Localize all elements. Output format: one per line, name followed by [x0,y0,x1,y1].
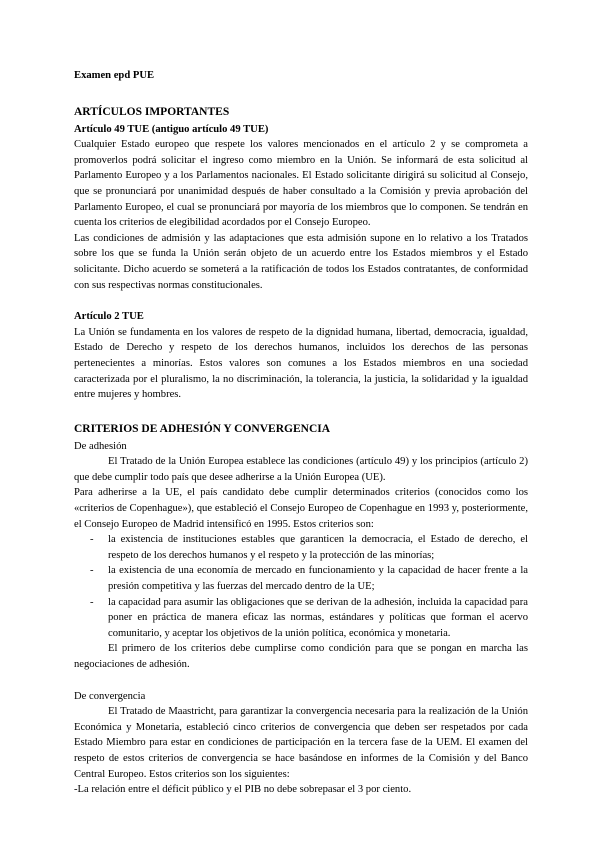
convergencia-paragraph-1: El Tratado de Maastricht, para garantizar la convergencia necesaria para la realización de la Unión Económica y Monetaria, estableció cinco criterios de convergencia que deben ser respetados por cada Estado Miembro para estar en condiciones de participación en la tercera fase de la UEM. El examen del respeto de estos criterios de convergencia se hace basándose en informes de la Comisión y del Banco Central Europeo. Estos criterios son los siguientes: [74,706,528,780]
article-2-paragraph: La Unión se fundamenta en los valores de respeto de la dignidad humana, libertad, democracia, igualdad, Estado de Derecho y respeto de los derechos humanos, incluidos los derechos de las personas pertenecientes a minorías. Estos valores son comunes a los Estados miembros en una sociedad caracterizada por el pluralismo, la no discriminación, la tolerancia, la justicia, la solidaridad y la igualdad entre mujeres y hombres. [74,326,528,401]
convergencia-paragraph-2: -La relación entre el déficit público y el PIB no debe sobrepasar el 3 por ciento. [74,784,412,796]
adhesion-paragraph-2: Para adherirse a la UE, el país candidato debe cumplir determinados criterios (conocidos como los «criterios de Copenhague»), que estableció el Consejo Europeo de Copenhague en 1993 y, posteriormente, el Consejo Europeo de Madrid intensificó en 1995. Estos criterios son: [74,487,528,530]
dash-bullet: - [90,596,94,608]
adhesion-paragraph-1: El Tratado de la Unión Europea establece las condiciones (artículo 49) y los principios (artículo 2) que debe cumplir todo país que desee adherirse a la Unión Europea (UE). [74,456,528,483]
adhesion-subheading: De adhesión [74,440,127,452]
document-title: Examen epd PUE [74,70,155,81]
article-49-paragraph-2: Las condiciones de admisión y las adaptaciones que esta admisión supone en lo relativo a los Tratados sobre los que se funda la Unión serán objeto de un acuerdo entre los Estados miembros y el Estado solicitante. Dicho acuerdo se someterá a la ratificación de todos los Estados contratantes, de conformidad con sus respectivas normas constitucionales. [74,232,528,291]
criteria-list [74,532,528,641]
section-heading-articulos: ARTÍCULOS IMPORTANTES [74,105,230,118]
convergencia-subheading: De convergencia [74,690,146,702]
list-item-text: la existencia de instituciones estables que garanticen la democracia, el Estado de derecho, el respeto de los derechos humanos y el respeto y la protección de las minorías; [108,534,528,561]
list-item-text: la capacidad para asumir las obligaciones que se derivan de la adhesión, incluida la capacidad para poner en práctica de manera eficaz las normas, estándares y políticas que forman el acervo comunitario, y aceptar los objetivos de la unión política, económica y monetaria. [108,596,528,639]
article-49-heading: Artículo 49 TUE (antiguo artículo 49 TUE) [74,123,269,135]
dash-bullet: - [90,534,94,546]
section-heading-criterios: CRITERIOS DE ADHESIÓN Y CONVERGENCIA [74,422,331,435]
list-item [74,595,528,642]
adhesion-paragraph-3: El primero de los criterios debe cumplirse como condición para que se pongan en marcha las negociaciones de adhesión. [74,643,528,670]
article-2-heading: Artículo 2 TUE [74,311,144,323]
article-49-paragraph-1: Cualquier Estado europeo que respete los valores mencionados en el artículo 2 y se comprometa a promoverlos podrá solicitar el ingreso como miembro en la Unión. Se informará de esta solicitud al Parlamento Europeo y a los Parlamentos nacionales. El Estado solicitante dirigirá su solicitud al Consejo, que se pronunciará por unanimidad después de haber consultado a la Comisión y previa aprobación del Parlamento Europeo, el cual se pronunciará por mayoría de los miembros que lo componen. Se tendrán en cuenta los criterios de elegibilidad acordados por el Consejo Europeo. [74,139,528,229]
list-item [74,532,528,563]
document-content [74,68,528,798]
list-item [74,563,528,594]
list-item-text: la existencia de una economía de mercado en funcionamiento y la capacidad de hacer frente a la presión competitiva y las fuerzas del mercado dentro de la UE; [108,565,528,593]
dash-bullet: - [90,565,94,577]
